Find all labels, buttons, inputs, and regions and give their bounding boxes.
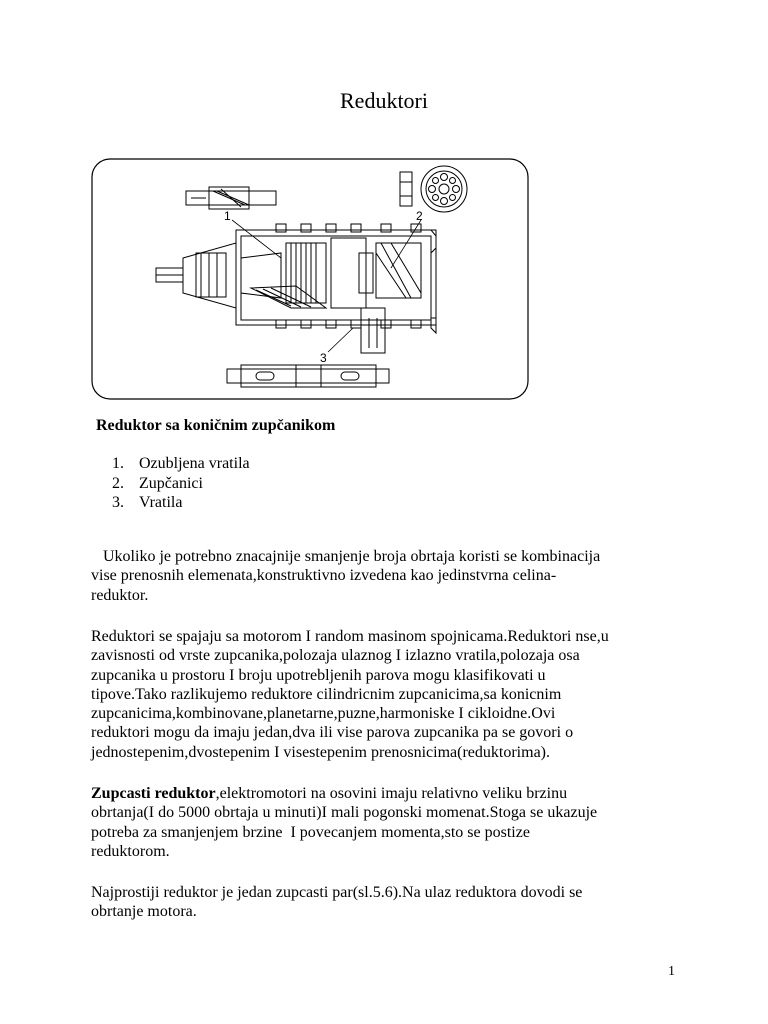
list-item-number: 3. xyxy=(112,494,124,511)
paragraph-simplest-reducer: Najprostiji reduktor je jedan zupcasti par(sl.5.6).Na ulaz reduktora dovodi se obrtanje motora. xyxy=(91,884,583,921)
shaft-detail xyxy=(227,365,389,387)
list-item-text: Ozubljena vratila xyxy=(139,455,250,472)
gearbox-drawing xyxy=(91,158,529,400)
paragraph-classification: Reduktori se spajaju sa motorom I random masinom spojnicama.Reduktori nse,u zavisnosti od vrste zupcanika,polozaja ulaznog I izlazno vratila,polozaja osa zupcanika u prostoru I broju upotrebljenih parova mogu klasifikovati u tipove.Tako razlikujemo reduktore cilindricnim zupcanicima,sa konicnim zupcanicima,kombinovane,planetarne,puzne,harmoniske I cikloidne.Ovi reduktori mogu da imaju jedan,dva ili vise parova zupcanika pa se govori o jednostepenim,dvostepenim I visestepenim prenosnicima(reduktorima). xyxy=(91,628,609,761)
paragraph-gear-reducer-heading: Zupcasti reduktor xyxy=(91,785,216,802)
paragraph-gear-reducer-body: ,elektromotori na osovini imaju relativno veliku brzinu obrtanja(I do 5000 obrtaja u minuti)I mali pogonski momenat.Stoga se ukazuje potreba za smanjenjem brzine I povecanjem momenta,sto se postize reduktorom. xyxy=(91,785,598,860)
parts-list xyxy=(112,454,250,513)
list-item xyxy=(112,493,250,513)
paragraph-gear-reducer xyxy=(91,784,691,861)
list-item-number: 2. xyxy=(112,474,124,492)
list-item-text: Zupčanici xyxy=(139,474,203,492)
list-item-number: 1. xyxy=(112,455,124,472)
page-title: Reduktori xyxy=(340,88,428,113)
page-number: 1 xyxy=(668,964,675,979)
figure-caption: Reduktor sa koničnim zupčanikom xyxy=(96,417,336,434)
list-item xyxy=(112,474,250,494)
gearbox-housing xyxy=(156,224,436,353)
list-item xyxy=(112,454,250,474)
gear-shaft-detail xyxy=(186,187,276,209)
figure-label-1: 1 xyxy=(224,209,231,223)
paragraph-intro: Ukoliko je potrebno znacajnije smanjenje broja obrtaja koristi se kombinacija vise prenosnih elemenata,konstruktivno izvedena kao jedinstvrna celina- reduktor. xyxy=(91,548,601,604)
gearbox-figure xyxy=(91,158,529,400)
list-item-text: Vratila xyxy=(139,494,183,511)
figure-label-2: 2 xyxy=(416,209,423,223)
gear-wheel-detail xyxy=(400,166,467,212)
figure-label-3: 3 xyxy=(320,351,327,365)
